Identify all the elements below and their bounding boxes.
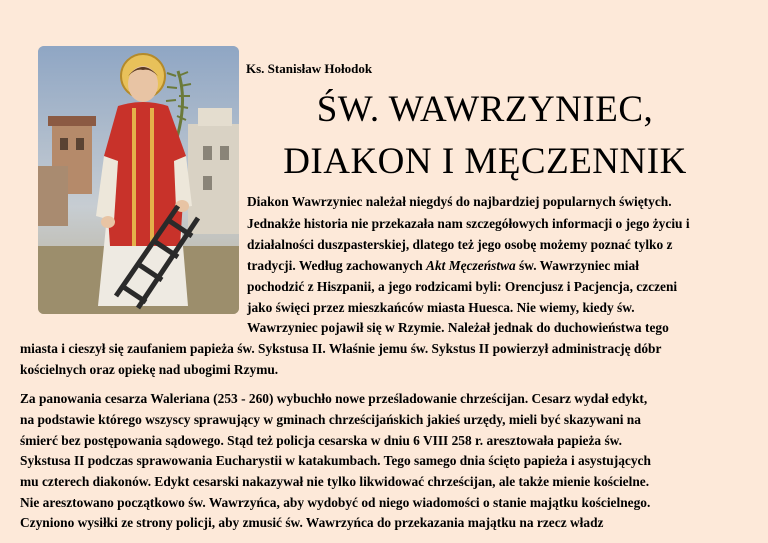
page-title-line-1: ŚW. WAWRZYNIEC,: [316, 89, 654, 130]
line-4-suffix: św. Wawrzyniec miał: [515, 258, 639, 273]
paragraph-2-line-5: mu czterech diakonów. Edykt cesarski nakazywał nie tylko likwidować chrześcijan, ale także mienie kościelne.: [20, 474, 650, 489]
paragraph-1-line-8: miasta i cieszył się zaufaniem papieża św. Sykstusa II. Właśnie jemu św. Sykstus II powierzył administrację dóbr: [20, 341, 662, 356]
paragraph-2-line-3: śmierć bez postępowania sądowego. Stąd też policja cesarska w dniu 6 VIII 258 r. aresztowała papieża św.: [20, 433, 622, 448]
paragraph-2-line-1: Za panowania cesarza Waleriana (253 - 260) wybuchło nowe prześladowanie chrześcijan. Cesarz wydał edykt,: [20, 391, 648, 406]
paragraph-2-line-6: Nie aresztowano początkowo św. Wawrzyńca, aby wydobyć od niego wiadomości o stanie majątku kościelnego.: [20, 495, 651, 510]
paragraph-1-line-5: pochodzić z Hiszpanii, a jego rodzicami byli: Orencjusz i Pacjencja, czczeni: [247, 279, 678, 294]
paragraph-1-line-7: Wawrzyniec pojawił się w Rzymie. Należał jednak do duchowieństwa tego: [247, 320, 669, 335]
paragraph-1-line-3: działalności duszpasterskiej, dlatego też jego osobę możemy poznać tylko z: [247, 237, 673, 252]
paragraph-2-line-7: Czyniono wysiłki ze strony policji, aby zmusić św. Wawrzyńca do przekazania majątku na rzecz władz: [20, 515, 604, 530]
paragraph-1-line-4: [247, 258, 639, 274]
paragraph-1-line-2: Jednakże historia nie przekazała nam szczegółowych informacji o jego życiu i: [247, 216, 690, 231]
saint-lawrence-illustration: [38, 46, 239, 314]
line-4-prefix: tradycji. Według zachowanych: [247, 258, 427, 273]
paragraph-2-line-2: na podstawie którego wszyscy sprawujący w gminach chrześcijańskich jakieś urzędy, mieli być skazywani na: [20, 412, 641, 427]
author-name: Ks. Stanisław Hołodok: [246, 61, 373, 76]
page-title-line-2: DIAKON I MĘCZENNIK: [283, 141, 687, 182]
paragraph-1-line-6: jako święci przez mieszkańców miasta Huesca. Nie wiemy, kiedy św.: [247, 300, 635, 315]
paragraph-1-line-9: kościelnych oraz opiekę nad ubogimi Rzymu.: [20, 362, 279, 377]
saint-lawrence-painting: [38, 46, 239, 314]
paragraph-1-line-1: Diakon Wawrzyniec należał niegdyś do najbardziej popularnych świętych.: [247, 194, 672, 209]
paragraph-2-line-4: Sykstusa II podczas sprawowania Eucharystii w katakumbach. Tego samego dnia ścięto papieża i asystujących: [20, 453, 651, 468]
akt-meczenstwa-italic: Akt Męczeństwa: [426, 258, 516, 273]
